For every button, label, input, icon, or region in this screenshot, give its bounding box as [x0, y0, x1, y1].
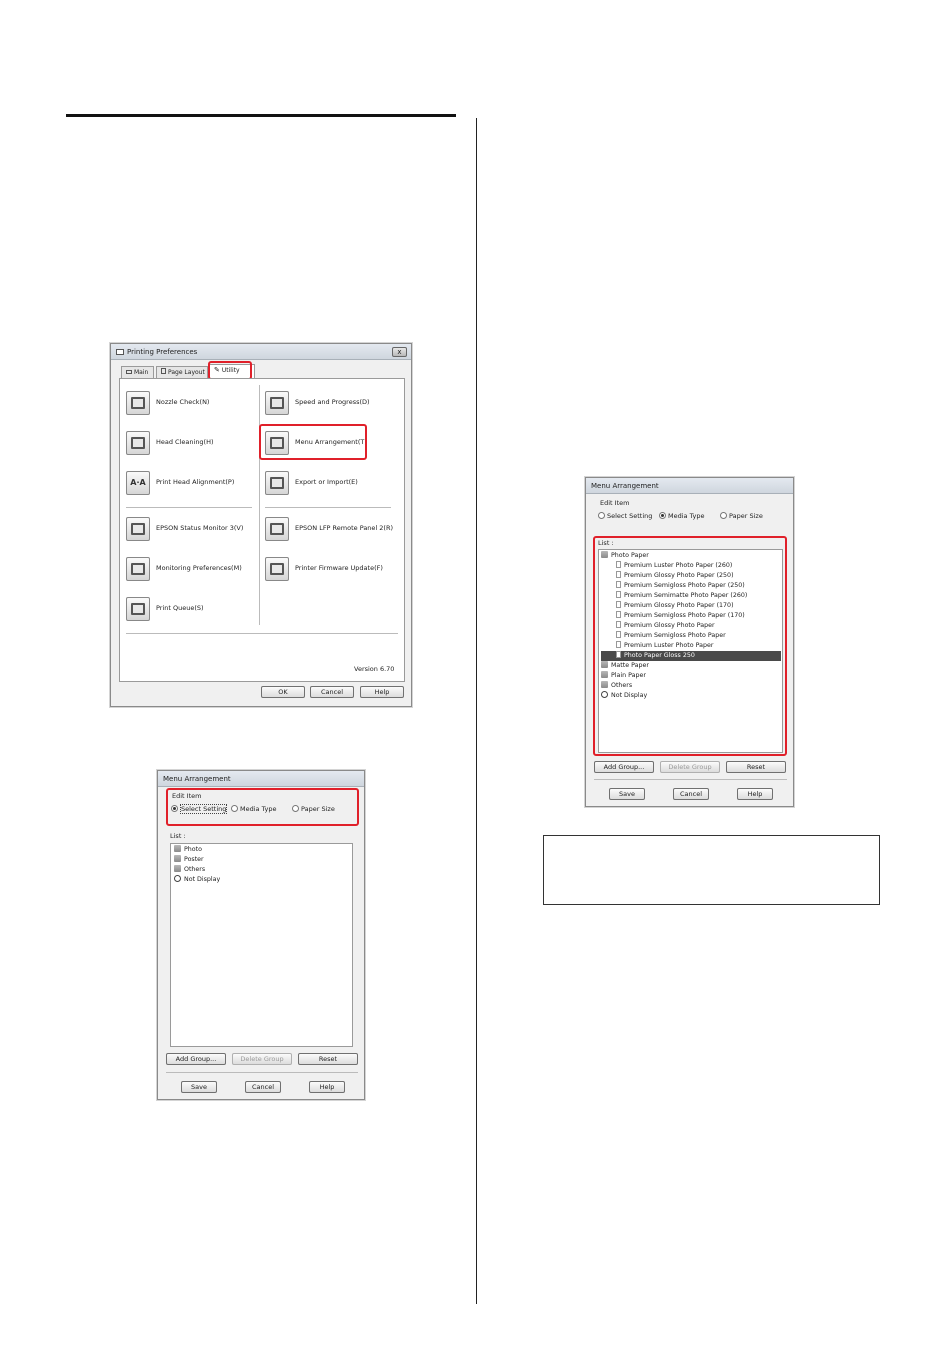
- window-title: Menu Arrangement: [163, 775, 231, 783]
- radio-media-type[interactable]: Media Type: [659, 512, 705, 520]
- radio-dot: [598, 512, 605, 519]
- radio-paper-size[interactable]: Paper Size: [292, 805, 335, 813]
- not-display-icon: [174, 875, 181, 882]
- window-title: Menu Arrangement: [591, 482, 659, 490]
- delete-group-button[interactable]: Delete Group: [232, 1053, 292, 1065]
- help-button[interactable]: Help: [360, 686, 404, 698]
- list-item-others[interactable]: Others: [174, 865, 205, 875]
- cancel-button[interactable]: Cancel: [245, 1081, 281, 1093]
- list-item[interactable]: Premium Glossy Photo Paper: [616, 621, 715, 631]
- cancel-button[interactable]: Cancel: [310, 686, 354, 698]
- folder-icon: [601, 671, 608, 678]
- edit-item-label: Edit Item: [172, 792, 202, 800]
- folder-icon: [601, 661, 608, 668]
- folder-icon: [601, 551, 608, 558]
- radio-select-setting[interactable]: Select Setting: [598, 512, 652, 520]
- list-item-selected[interactable]: Photo Paper Gloss 250: [601, 651, 781, 661]
- list-item[interactable]: Premium Glossy Photo Paper (250): [616, 571, 734, 581]
- tab-main[interactable]: Main: [121, 366, 154, 378]
- folder-icon: [174, 845, 181, 852]
- radio-media-type[interactable]: Media Type: [231, 805, 277, 813]
- list-label: List :: [598, 539, 614, 547]
- list-item[interactable]: Premium Semigloss Photo Paper (250): [616, 581, 745, 591]
- radio-dot: [659, 512, 666, 519]
- list-item-poster[interactable]: Poster: [174, 855, 204, 865]
- delete-group-button[interactable]: Delete Group: [660, 761, 720, 773]
- list-item-not-display[interactable]: Not Display: [174, 875, 220, 885]
- menu-arrangement-window-1: [157, 770, 365, 1100]
- help-button[interactable]: Help: [737, 788, 773, 800]
- list-group-photo-paper[interactable]: Photo Paper: [601, 551, 649, 561]
- remote-panel-icon: [265, 517, 289, 541]
- ok-button[interactable]: OK: [261, 686, 305, 698]
- list-item[interactable]: Premium Semigloss Photo Paper: [616, 631, 726, 641]
- page-icon: [616, 591, 621, 598]
- title-bar: [158, 771, 364, 787]
- button-divider: [594, 779, 787, 780]
- printer-icon: [126, 370, 132, 374]
- button-divider: [166, 1072, 358, 1073]
- page-icon: [616, 631, 621, 638]
- save-button[interactable]: Save: [181, 1081, 217, 1093]
- list-item[interactable]: Premium Semigloss Photo Paper (170): [616, 611, 745, 621]
- list-item[interactable]: Premium Glossy Photo Paper (170): [616, 601, 734, 611]
- monitoring-preferences-icon: [126, 557, 150, 581]
- add-group-button[interactable]: Add Group...: [594, 761, 654, 773]
- add-group-button[interactable]: Add Group...: [166, 1053, 226, 1065]
- title-bar: [586, 478, 793, 494]
- export-import-icon: [265, 471, 289, 495]
- list-item[interactable]: Premium Semimatte Photo Paper (260): [616, 591, 747, 601]
- folder-icon: [174, 855, 181, 862]
- note-box: [543, 835, 880, 905]
- page-icon: [616, 651, 621, 658]
- title-bar: [111, 344, 411, 360]
- not-display-icon: [601, 691, 608, 698]
- print-queue-icon: [126, 597, 150, 621]
- save-button[interactable]: Save: [609, 788, 645, 800]
- bottom-divider: [126, 633, 398, 634]
- tab-page-layout[interactable]: Page Layout: [156, 366, 208, 378]
- reset-button[interactable]: Reset: [298, 1053, 358, 1065]
- wrench-icon: ✎: [214, 366, 220, 374]
- page-icon: [616, 571, 621, 578]
- list-group-plain-paper[interactable]: Plain Paper: [601, 671, 646, 681]
- page-icon: [161, 368, 166, 374]
- window-title: Printing Preferences: [127, 348, 198, 356]
- menu-arrangement-window-2: [585, 477, 794, 807]
- utility-panel: Nozzle Check(N) Head Cleaning(H) A·A Print Head Alignment(P) EPSON Status Monitor 3(V) Monitoring Preferences(M) Print Queue(S) Speed and Progress(D) Menu Arrangement(T) Export or Import(E) EPSON LFP Remote Panel 2(R) Printer Firmware Update(F) Version 6.70: [119, 378, 405, 682]
- list-item-photo[interactable]: Photo: [174, 845, 202, 855]
- speed-progress-icon: [265, 391, 289, 415]
- printing-preferences-window: [110, 343, 412, 707]
- folder-icon: [174, 865, 181, 872]
- page-icon: [616, 621, 621, 628]
- alignment-icon: A·A: [126, 471, 150, 495]
- menu-list[interactable]: [170, 843, 353, 1047]
- printer-icon: [116, 349, 124, 355]
- list-group-others[interactable]: Others: [601, 681, 632, 691]
- section-rule: [66, 114, 456, 117]
- highlight-menu-arrangement: [259, 424, 367, 460]
- page-icon: [616, 641, 621, 648]
- page-icon: [616, 611, 621, 618]
- radio-select-setting[interactable]: Select Setting: [171, 805, 227, 813]
- cancel-button[interactable]: Cancel: [673, 788, 709, 800]
- right-divider: [265, 507, 391, 508]
- highlight-edit-item: [166, 788, 359, 826]
- status-monitor-icon: [126, 517, 150, 541]
- head-cleaning-icon: [126, 431, 150, 455]
- list-item-not-display[interactable]: Not Display: [601, 691, 647, 701]
- list-group-matte-paper[interactable]: Matte Paper: [601, 661, 649, 671]
- page-icon: [616, 581, 621, 588]
- folder-icon: [601, 681, 608, 688]
- nozzle-check-icon: [126, 391, 150, 415]
- page-icon: [616, 601, 621, 608]
- column-separator: [259, 385, 260, 625]
- version-label: Version 6.70: [354, 665, 395, 673]
- close-button[interactable]: x: [392, 347, 407, 357]
- list-label: List :: [170, 832, 186, 840]
- radio-paper-size[interactable]: Paper Size: [720, 512, 763, 520]
- list-item[interactable]: Premium Luster Photo Paper (260): [616, 561, 732, 571]
- tab-utility[interactable]: ✎ Utility: [209, 364, 255, 379]
- firmware-update-icon: [265, 557, 289, 581]
- page-icon: [616, 561, 621, 568]
- radio-dot: [720, 512, 727, 519]
- edit-item-label: Edit Item: [600, 499, 630, 507]
- left-divider: [126, 507, 252, 508]
- column-divider: [476, 118, 477, 1304]
- list-item[interactable]: Premium Luster Photo Paper: [616, 641, 713, 651]
- help-button[interactable]: Help: [309, 1081, 345, 1093]
- menu-list[interactable]: [598, 549, 783, 753]
- reset-button[interactable]: Reset: [726, 761, 786, 773]
